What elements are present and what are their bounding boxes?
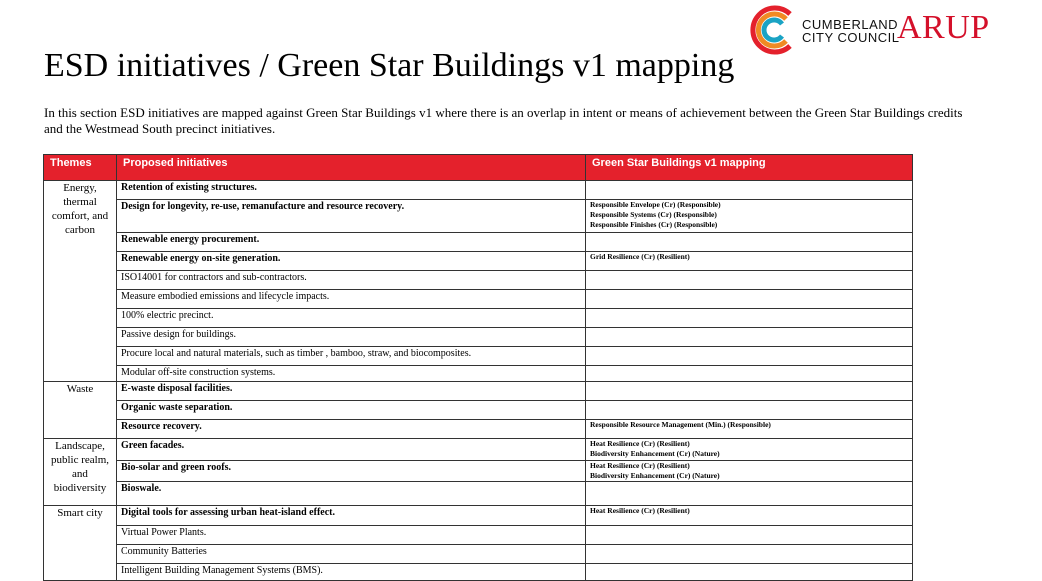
- table-row: [44, 328, 913, 347]
- initiative-cell: Renewable energy on-site generation.: [117, 252, 586, 271]
- initiative-cell: Community Batteries: [117, 545, 586, 564]
- mapping-cell: [586, 200, 913, 233]
- mapping-credit: Responsible Resource Management (Min.) (Responsible): [590, 420, 771, 429]
- mapping-cell: [586, 382, 913, 401]
- table-row: [44, 309, 913, 328]
- theme-cell: Smart city: [44, 506, 117, 581]
- table-row: [44, 420, 913, 439]
- initiative-cell: Modular off-site construction systems.: [117, 366, 586, 382]
- mapping-cell: [586, 290, 913, 309]
- table-row: [44, 461, 913, 482]
- mapping-cell: [586, 271, 913, 290]
- table-row: [44, 545, 913, 564]
- table-row: [44, 506, 913, 526]
- theme-cell: Energy, thermal comfort, and carbon: [44, 181, 117, 382]
- table-row: [44, 347, 913, 366]
- initiative-cell: 100% electric precinct.: [117, 309, 586, 328]
- table-row: [44, 271, 913, 290]
- mapping-cell: [586, 461, 913, 482]
- mapping-cell: [586, 252, 913, 271]
- mapping-credit: Responsible Envelope (Cr) (Responsible): [590, 200, 721, 209]
- initiative-cell: Organic waste separation.: [117, 401, 586, 420]
- mapping-credit: Grid Resilience (Cr) (Resilient): [590, 252, 690, 261]
- table-row: [44, 382, 913, 401]
- mapping-credit: Biodiversity Enhancement (Cr) (Nature): [590, 471, 720, 480]
- initiative-cell: Virtual Power Plants.: [117, 526, 586, 545]
- table-row: [44, 366, 913, 382]
- initiative-cell: E-waste disposal facilities.: [117, 382, 586, 401]
- mapping-credit: Heat Resilience (Cr) (Resilient): [590, 461, 690, 470]
- initiative-cell: Green facades.: [117, 439, 586, 461]
- initiative-cell: Procure local and natural materials, such as timber , bamboo, straw, and biocomposites.: [117, 347, 586, 366]
- initiative-cell: Passive design for buildings.: [117, 328, 586, 347]
- initiative-cell: Design for longevity, re-use, remanufacture and resource recovery.: [117, 200, 586, 233]
- mapping-cell: [586, 506, 913, 526]
- initiative-cell: Digital tools for assessing urban heat-island effect.: [117, 506, 586, 526]
- table-header-row: [44, 155, 913, 181]
- mapping-cell: [586, 328, 913, 347]
- table-row: [44, 564, 913, 581]
- initiative-cell: Retention of existing structures.: [117, 181, 586, 200]
- council-c-icon: [744, 2, 800, 58]
- mapping-credit: Heat Resilience (Cr) (Resilient): [590, 439, 690, 448]
- initiative-cell: Bioswale.: [117, 482, 586, 506]
- mapping-cell: [586, 439, 913, 461]
- mapping-credit: Responsible Finishes (Cr) (Responsible): [590, 220, 718, 229]
- table-row: [44, 252, 913, 271]
- mapping-cell: [586, 545, 913, 564]
- initiative-cell: Renewable energy procurement.: [117, 233, 586, 252]
- theme-cell: Landscape, public realm, and biodiversity: [44, 439, 117, 506]
- table-row: [44, 200, 913, 233]
- initiative-cell: Resource recovery.: [117, 420, 586, 439]
- mapping-cell: [586, 366, 913, 382]
- arup-logo: ARUP: [897, 9, 990, 46]
- initiative-cell: Intelligent Building Management Systems (BMS).: [117, 564, 586, 581]
- column-header-initiatives: Proposed initiatives: [117, 155, 586, 181]
- esd-mapping-table: [43, 154, 913, 581]
- table-row: [44, 290, 913, 309]
- table-row: [44, 526, 913, 545]
- initiative-cell: ISO14001 for contractors and sub-contractors.: [117, 271, 586, 290]
- mapping-credit: Responsible Systems (Cr) (Responsible): [590, 210, 717, 219]
- initiative-cell: Measure embodied emissions and lifecycle impacts.: [117, 290, 586, 309]
- council-name-line1: CUMBERLAND: [802, 17, 899, 32]
- mapping-cell: [586, 309, 913, 328]
- mapping-cell: [586, 482, 913, 506]
- mapping-credit: Heat Resilience (Cr) (Resilient): [590, 506, 690, 515]
- table-row: [44, 439, 913, 461]
- theme-cell: Waste: [44, 382, 117, 439]
- initiative-cell: Bio-solar and green roofs.: [117, 461, 586, 482]
- mapping-cell: [586, 420, 913, 439]
- intro-paragraph: In this section ESD initiatives are mapped against Green Star Buildings v1 where there is an overlap in intent or means of achievement between the Green Star Buildings credits and the Westmead South precinct initiatives.: [44, 105, 963, 136]
- mapping-cell: [586, 181, 913, 200]
- mapping-credit: Biodiversity Enhancement (Cr) (Nature): [590, 449, 720, 458]
- mapping-cell: [586, 526, 913, 545]
- mapping-cell: [586, 233, 913, 252]
- column-header-themes: Themes: [44, 155, 117, 181]
- mapping-cell: [586, 401, 913, 420]
- page-title: ESD initiatives / Green Star Buildings v1 mapping: [44, 47, 735, 84]
- table-row: [44, 181, 913, 200]
- mapping-cell: [586, 564, 913, 581]
- council-name-line2: CITY COUNCIL: [802, 30, 900, 45]
- table-row: [44, 482, 913, 506]
- mapping-cell: [586, 347, 913, 366]
- cumberland-city-council-logo: [744, 0, 900, 60]
- column-header-mapping: Green Star Buildings v1 mapping: [586, 155, 913, 181]
- table-row: [44, 233, 913, 252]
- table-row: [44, 401, 913, 420]
